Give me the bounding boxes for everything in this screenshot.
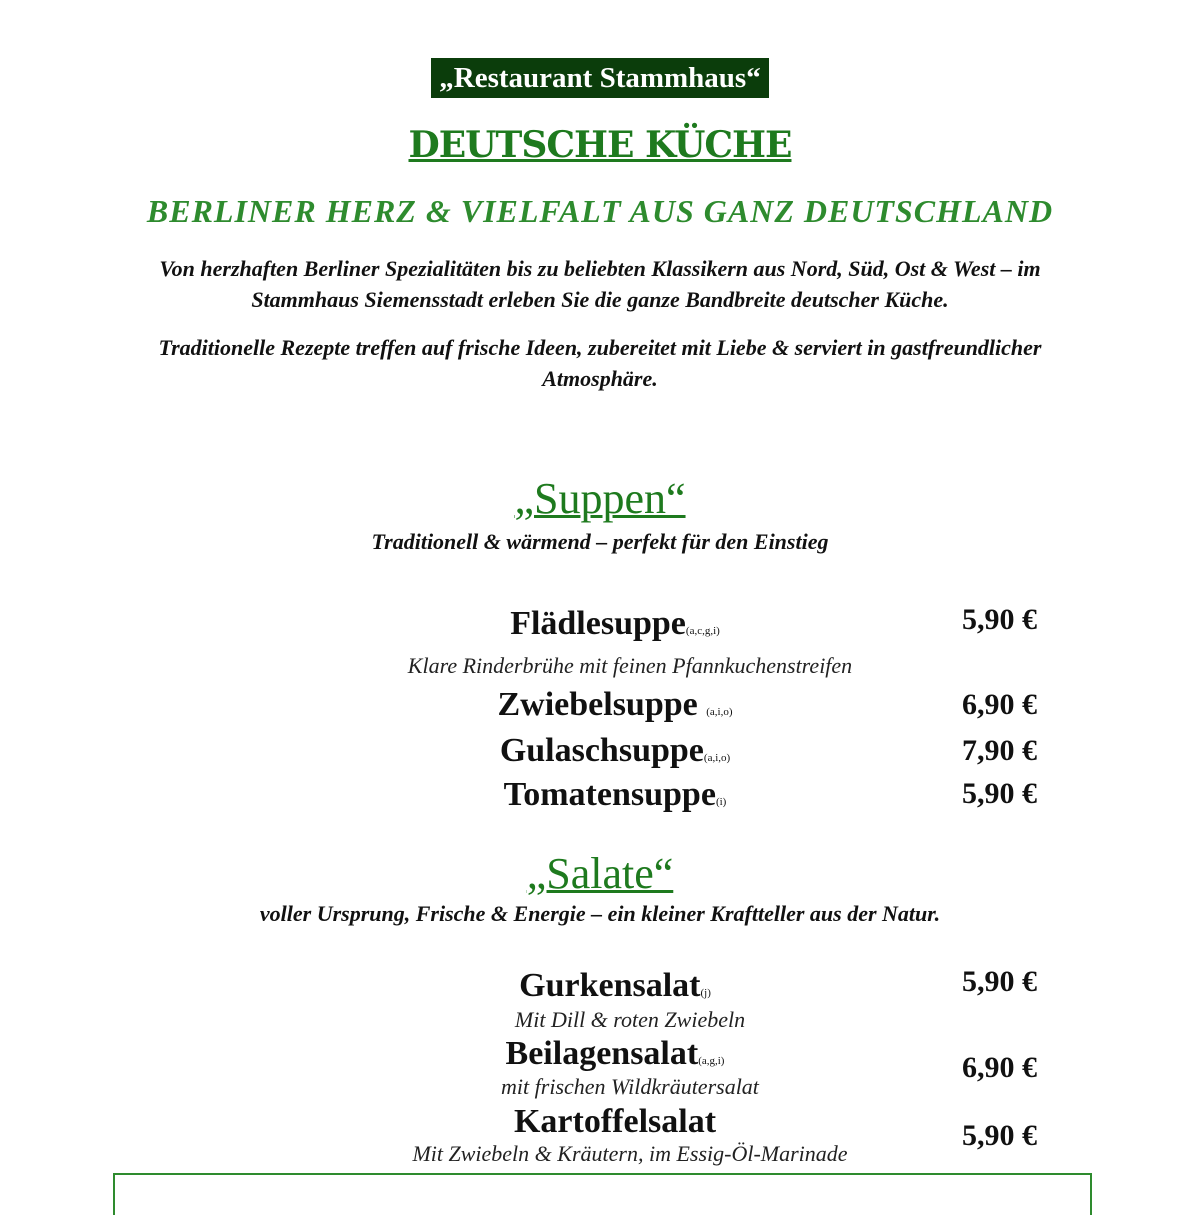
menu-item-name: Gulaschsuppe(a,i,o) [499, 732, 731, 769]
restaurant-name: „Restaurant Stammhaus“ [431, 58, 768, 98]
menu-item-name: Tomatensuppe(i) [503, 776, 727, 813]
salads-section-subtitle: voller Ursprung, Frische & Energie – ein kleiner Kraftteller aus der Natur. [259, 901, 941, 926]
allergen-codes: (a,g,i) [698, 1055, 725, 1067]
intro-paragraph-1: Von herzhaften Berliner Spezialitäten bis zu beliebten Klassikern aus Nord, Süd, Ost & West – im Stammhaus Siemensstadt erleben Sie die ganze Bandbreite deutscher Küche. [159, 256, 1041, 312]
allergen-codes: (a,c,g,i) [685, 625, 720, 637]
menu-item-price: 6,90 € [962, 1051, 1037, 1084]
menu-item-price: 5,90 € [962, 1119, 1037, 1152]
menu-item-price: 5,90 € [962, 777, 1037, 810]
menu-item-description: Klare Rinderbrühe mit feinen Pfannkuchenstreifen [407, 653, 853, 678]
allergen-codes: (i) [715, 796, 727, 808]
next-section-frame [113, 1173, 1092, 1215]
menu-item-description: Mit Dill & roten Zwiebeln [514, 1007, 746, 1032]
allergen-codes: (a,i,o) [706, 706, 733, 718]
allergen-codes: (j) [700, 987, 711, 999]
menu-item-name: Kartoffelsalat [513, 1103, 717, 1140]
intro-paragraph-2: Traditionelle Rezepte treffen auf frische Ideen, zubereitet mit Liebe & serviert in gastfreundlicher Atmosphäre. [158, 335, 1042, 391]
menu-item-price: 7,90 € [962, 734, 1037, 767]
soups-section-title: „Suppen“ [514, 474, 686, 523]
menu-item-price: 5,90 € [962, 603, 1037, 636]
menu-item-name: Gurkensalat(j) [519, 967, 711, 1004]
menu-item-name: Beilagensalat(a,g,i) [505, 1035, 725, 1072]
menu-item-name: Zwiebelsuppe (a,i,o) [497, 686, 733, 723]
allergen-codes: (a,i,o) [703, 752, 731, 764]
menu-item-description: Mit Zwiebeln & Kräutern, im Essig-Öl-Marinade [412, 1141, 848, 1166]
restaurant-banner [0, 58, 1200, 98]
salads-section-title: „Salate“ [526, 849, 674, 898]
soups-section-subtitle: Traditionell & wärmend – perfekt für den Einstieg [371, 529, 829, 554]
tagline: BERLINER HERZ & VIELFALT AUS GANZ DEUTSCHLAND [146, 193, 1054, 229]
menu-item-description: mit frischen Wildkräutersalat [501, 1074, 759, 1099]
menu-item-price: 6,90 € [962, 688, 1037, 721]
menu-item-name: Flädlesuppe(a,c,g,i) [510, 605, 720, 642]
menu-item-price: 5,90 € [962, 965, 1037, 998]
cuisine-heading: DEUTSCHE KÜCHE [408, 124, 792, 166]
